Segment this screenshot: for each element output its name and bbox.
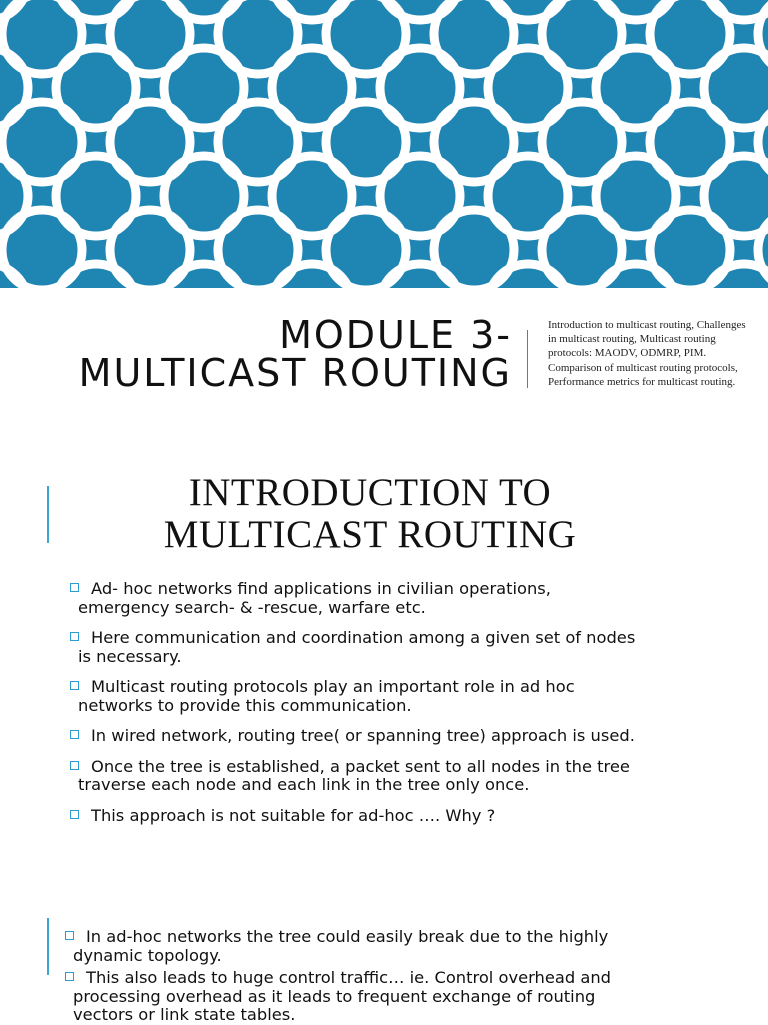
bullet-text-cont: vectors or link state tables. bbox=[73, 1005, 296, 1024]
heading-line-1: INTRODUCTION TO bbox=[188, 471, 552, 514]
bullet-text: In ad-hoc networks the tree could easily break due to the highly bbox=[86, 927, 609, 946]
decorative-pattern-banner bbox=[0, 0, 768, 288]
section-accent-bar-2 bbox=[47, 918, 49, 975]
list-item bbox=[68, 969, 748, 1025]
bullet-text-cont: dynamic topology. bbox=[73, 945, 222, 965]
ring-pattern bbox=[0, 0, 768, 288]
module-summary: Introduction to multicast routing, Challenges in multicast routing, Multicast routing protocols: MAODV, ODMRP, PIM. Comparison of multicast routing protocols, Performance metrics for multicast routing. bbox=[548, 319, 746, 388]
checkbox-bullet-icon bbox=[65, 972, 74, 981]
bullet-text-cont: traverse each node and each link in the tree only once. bbox=[78, 775, 530, 794]
list-item bbox=[73, 727, 753, 746]
section-heading bbox=[0, 472, 740, 556]
bullet-text-cont: is necessary. bbox=[78, 646, 182, 666]
title-divider bbox=[527, 330, 528, 388]
list-item bbox=[73, 629, 753, 666]
intro-bullet-list bbox=[73, 580, 753, 825]
checkbox-bullet-icon bbox=[70, 632, 79, 641]
title-line-2: MULTICAST ROUTING bbox=[78, 351, 512, 395]
bullet-text: This approach is not suitable for ad-hoc …. Why ? bbox=[91, 805, 496, 825]
bullet-text: Ad- hoc networks find applications in civilian operations, bbox=[91, 579, 551, 598]
list-item bbox=[73, 758, 753, 795]
checkbox-bullet-icon bbox=[70, 583, 79, 592]
next-bullet-list bbox=[68, 928, 748, 1025]
list-item bbox=[73, 678, 753, 715]
checkbox-bullet-icon bbox=[70, 730, 79, 739]
bullet-text-cont: processing overhead as it leads to frequent exchange of routing bbox=[73, 986, 596, 1006]
heading-line-2: MULTICAST ROUTING bbox=[163, 513, 577, 556]
list-item bbox=[73, 580, 753, 617]
bullet-text: In wired network, routing tree( or spanning tree) approach is used. bbox=[91, 726, 635, 745]
bullet-text: Multicast routing protocols play an important role in ad hoc bbox=[91, 677, 575, 696]
checkbox-bullet-icon bbox=[70, 761, 79, 770]
bullet-text: This also leads to huge control traffic… ie. Control overhead and bbox=[86, 968, 611, 987]
bullet-text: Once the tree is established, a packet sent to all nodes in the tree bbox=[91, 756, 630, 776]
module-title bbox=[0, 313, 512, 395]
list-item bbox=[73, 807, 753, 826]
bullet-text-cont: emergency search- & -rescue, warfare etc. bbox=[78, 597, 426, 617]
list-item bbox=[68, 928, 748, 965]
checkbox-bullet-icon bbox=[70, 810, 79, 819]
bullet-text-cont: networks to provide this communication. bbox=[78, 695, 412, 715]
bullet-text: Here communication and coordination among a given set of nodes bbox=[91, 628, 636, 647]
checkbox-bullet-icon bbox=[65, 931, 74, 940]
checkbox-bullet-icon bbox=[70, 681, 79, 690]
title-line-1: MODULE 3- bbox=[279, 313, 512, 357]
